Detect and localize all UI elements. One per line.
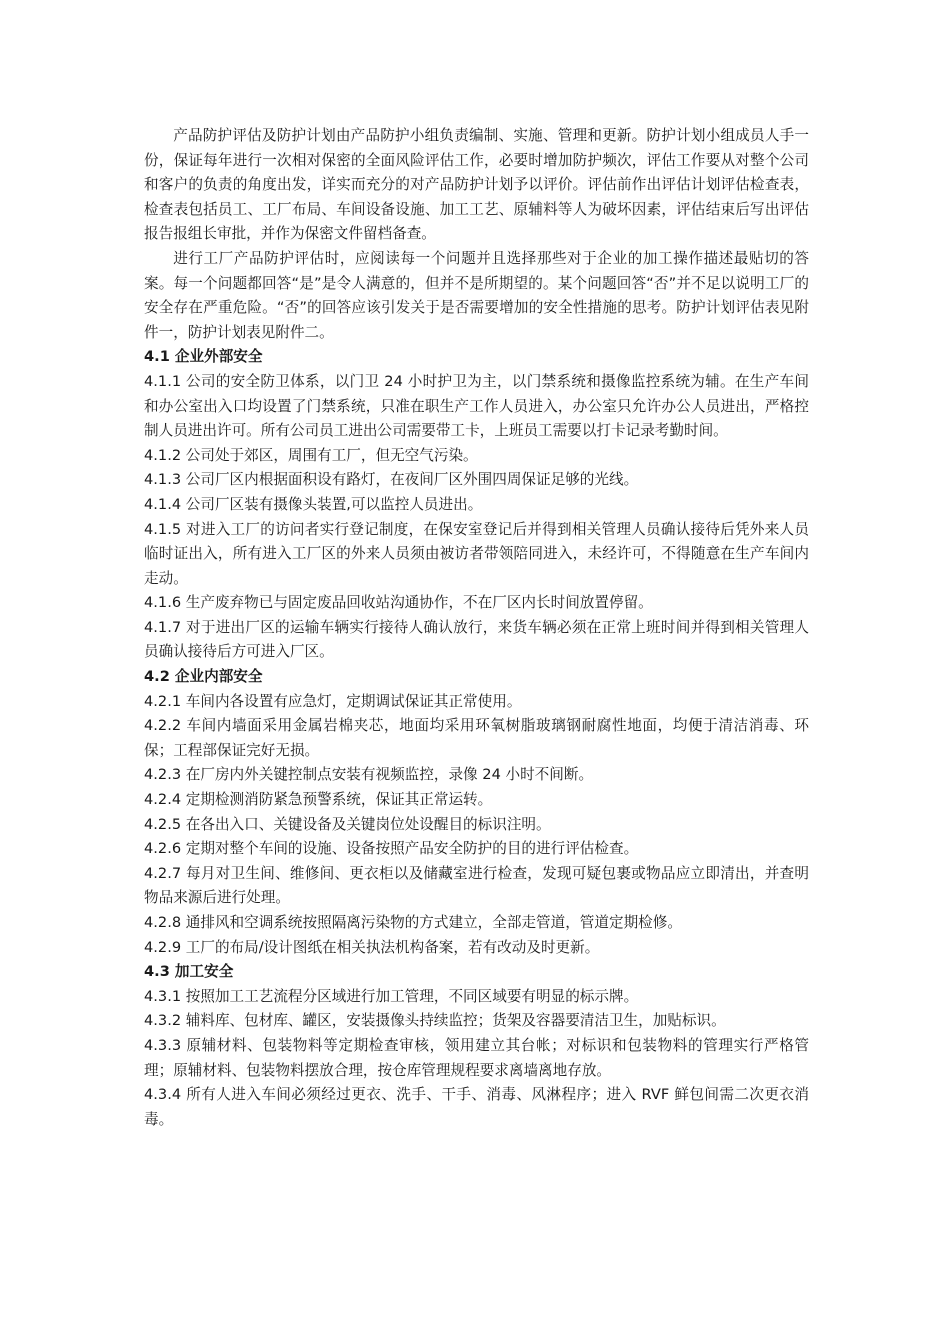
clause-item: 4.2.5 在各出入口、关键设备及关键岗位处设醒目的标识注明。 [144,815,551,833]
intro-paragraph: 进行工厂产品防护评估时，应阅读每一个问题并且选择那些对于企业的加工操作描述最贴切的答案。每一个问题都回答“是”是令人满意的，但并不是所期望的。某个问题回答“否”并不足以说明工厂的安全存在严重危险。“否”的回答应该引发关于是否需要增加的安全性措施的思考。防护计划评估表见附件一，防护计划表见附件二。 [144,249,809,341]
clause-item: 4.2.2 车间内墙面采用金属岩棉夹芯，地面均采用环氧树脂玻璃钢耐腐性地面，均便于清洁消毒、环保；工程部保证完好无损。 [144,717,809,759]
intro-paragraph: 产品防护评估及防护计划由产品防护小组负责编制、实施、管理和更新。防护计划小组成员人手一份，保证每年进行一次相对保密的全面风险评估工作，必要时增加防护频次，评估工作要从对整个公司和客户的负责的角度出发，详实而充分的对产品防护计划予以评价。评估前作出评估计划评估检查表，检查表包括员工、工厂布局、车间设备设施、加工工艺、原辅料等人为破坏因素，评估结束后写出评估报告报组长审批，并作为保密文件留档备查。 [144,127,809,243]
section-heading: 4.1 企业外部安全 [144,348,263,366]
clause-item: 4.1.1 公司的安全防卫体系，以门卫 24 小时护卫为主，以门禁系统和摄像监控系统为辅。在生产车间和办公室出入口均设置了门禁系统，只准在职生产工作人员进入，办公室只允许办公人员进出，严格控制人员进出许可。所有公司员工进出公司需要带工卡，上班员工需要以打卡记录考勤时间。 [144,372,809,440]
clause-item: 4.2.6 定期对整个车间的设施、设备按照产品安全防护的目的进行评估检查。 [144,840,639,858]
section-heading: 4.3 加工安全 [144,963,234,981]
clause-item: 4.1.5 对进入工厂的访问者实行登记制度，在保安室登记后并得到相关管理人员确认接待后凭外来人员临时证出入，所有进入工厂区的外来人员须由被访者带领陪同进入，未经许可，不得随意在生产车间内走动。 [144,520,809,587]
clause-item: 4.2.8 通排风和空调系统按照隔离污染物的方式建立，全部走管道，管道定期检修。 [144,914,682,931]
section-heading: 4.2 企业内部安全 [144,668,263,686]
clause-item: 4.1.4 公司厂区装有摄像头装置,可以监控人员进出。 [144,495,483,513]
clause-item: 4.2.1 车间内各设置有应急灯，定期调试保证其正常使用。 [144,692,522,710]
clause-item: 4.2.4 定期检测消防紧急预警系统，保证其正常运转。 [144,791,493,809]
document-page [144,124,809,1132]
clause-item: 4.1.2 公司处于郊区，周围有工厂，但无空气污染。 [144,446,478,464]
clause-item: 4.2.7 每月对卫生间、维修间、更衣柜以及储藏室进行检查，发现可疑包裹或物品应立即清出，并查明物品来源后进行处理。 [144,864,809,907]
clause-item: 4.1.7 对于进出厂区的运输车辆实行接待人确认放行，来货车辆必须在正常上班时间并得到相关管理人员确认接待后方可进入厂区。 [144,618,809,661]
clause-item: 4.3.4 所有人进入车间必须经过更衣、洗手、干手、消毒、风淋程序；进入 RVF 鲜包间需二次更衣消毒。 [144,1086,809,1128]
clause-item: 4.1.3 公司厂区内根据面积设有路灯，在夜间厂区外围四周保证足够的光线。 [144,471,639,489]
clause-item: 4.2.9 工厂的布局/设计图纸在相关执法机构备案，若有改动及时更新。 [144,938,600,956]
clause-item: 4.1.6 生产废弃物已与固定废品回收站沟通协作，不在厂区内长时间放置停留。 [144,594,653,612]
clause-item: 4.3.2 辅料库、包材库、罐区，安装摄像头持续监控；货架及容器要清洁卫生，加贴标识。 [144,1012,726,1030]
clause-item: 4.2.3 在厂房内外关键控制点安装有视频监控，录像 24 小时不间断。 [144,766,594,784]
clause-item: 4.3.1 按照加工工艺流程分区域进行加工管理，不同区域要有明显的标示牌。 [144,987,639,1005]
clause-item: 4.3.3 原辅材料、包装物料等定期检查审核，领用建立其台帐；对标识和包装物料的管理实行严格管理；原辅材料、包装物料摆放合理，按仓库管理规程要求离墙离地存放。 [144,1036,809,1079]
